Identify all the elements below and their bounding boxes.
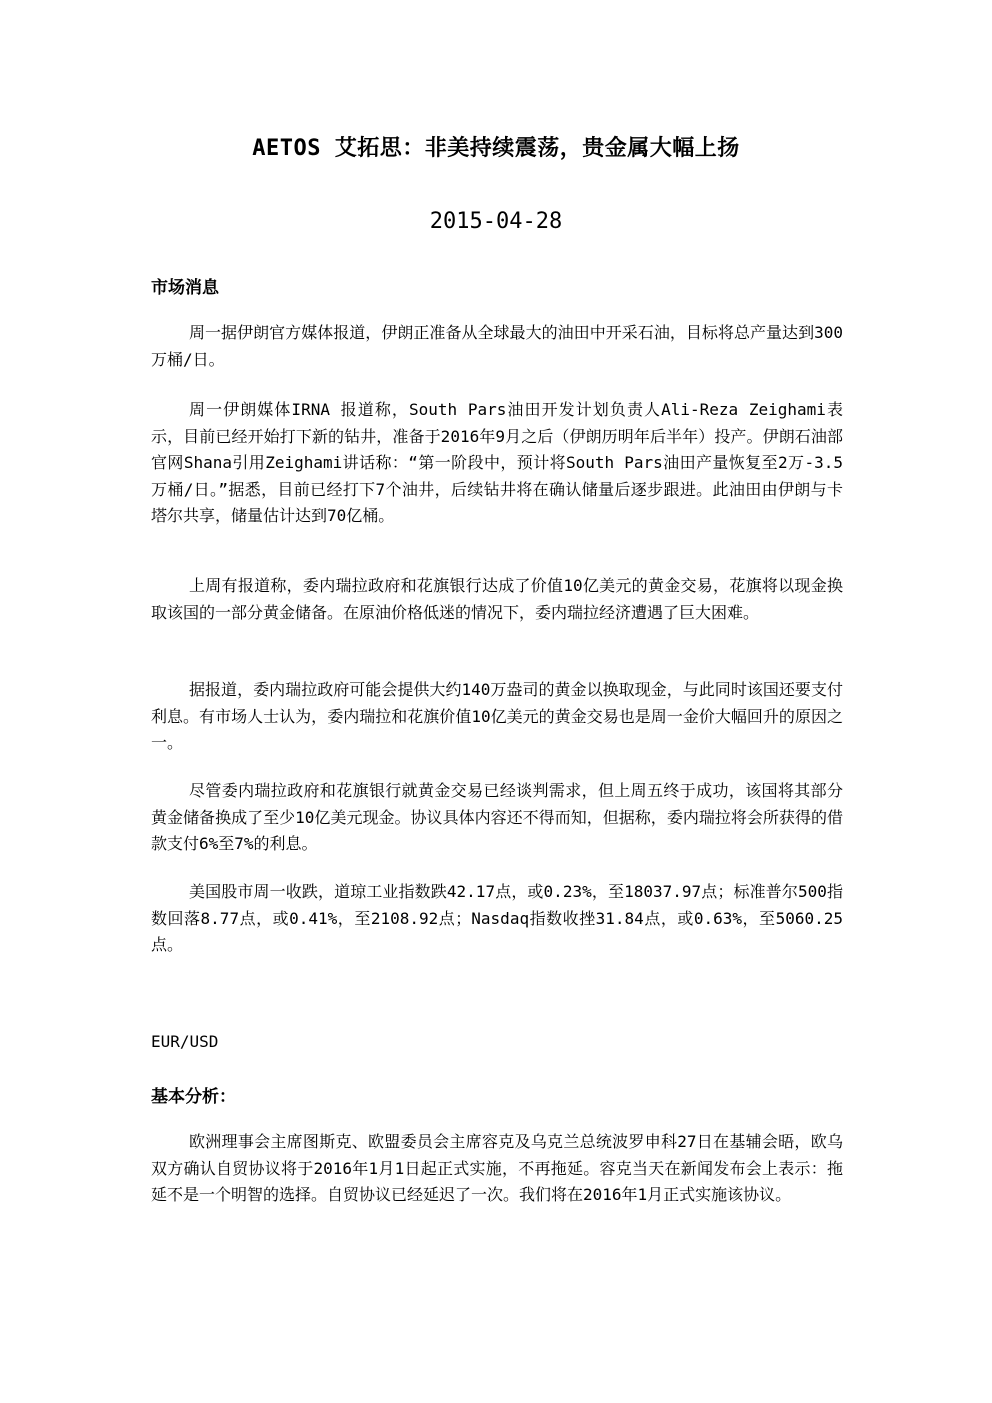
paragraph-4: 据报道，委内瑞拉政府可能会提供大约140万盎司的黄金以换取现金，与此同时该国还要支付利息。有市场人士认为，委内瑞拉和花旗价值10亿美元的黄金交易也是周一金价大幅回升的原因之一。 [151, 680, 843, 752]
paragraph-fundamental: 欧洲理事会主席图斯克、欧盟委员会主席容克及乌克兰总统波罗申科27日在基辅会晤，欧乌双方确认自贸协议将于2016年1月1日起正式实施，不再拖延。容克当天在新闻发布会上表示：拖延不是一个明智的选择。自贸协议已经延迟了一次。我们将在2016年1月正式实施该协议。 [151, 1132, 843, 1204]
paragraph-3: 上周有报道称，委内瑞拉政府和花旗银行达成了价值10亿美元的黄金交易，花旗将以现金换取该国的一部分黄金储备。在原油价格低迷的情况下，委内瑞拉经济遭遇了巨大困难。 [151, 576, 843, 622]
section-heading-market-news: 市场消息 [151, 278, 219, 298]
document-title: AETOS 艾拓思：非美持续震荡，贵金属大幅上扬 [252, 136, 740, 161]
paragraph-5: 尽管委内瑞拉政府和花旗银行就黄金交易已经谈判需求，但上周五终于成功，该国将其部分黄金储备换成了至少10亿美元现金。协议具体内容还不得而知，但据称，委内瑞拉将会所获得的借款支付6%至7%的利息。 [151, 781, 843, 853]
paragraph-6: 美国股市周一收跌，道琼工业指数跌42.17点，或0.23%，至18037.97点；标准普尔500指数回落8.77点，或0.41%，至2108.92点；Nasdaq指数收挫31.84点，或0.63%，至5060.25点。 [151, 882, 843, 954]
paragraph-1: 周一据伊朗官方媒体报道，伊朗正准备从全球最大的油田中开采石油，目标将总产量达到300万桶/日。 [151, 323, 843, 369]
section-heading-eurusd: EUR/USD [151, 1032, 219, 1051]
document-date: 2015-04-28 [429, 209, 563, 234]
paragraph-2: 周一伊朗媒体IRNA 报道称，South Pars油田开发计划负责人Ali-Reza Zeighami表示，目前已经开始打下新的钻井，准备于2016年9月之后（伊朗历明年后半年）投产。伊朗石油部官网Shana引用Zeighami讲话称：“第一阶段中，预计将South Pars油田产量恢复至2万-3.5万桶/日。”据悉，目前已经打下7个油井，后续钻井将在确认储量后逐步跟进。此油田由伊朗与卡塔尔共享，储量估计达到70亿桶。 [151, 400, 843, 525]
section-heading-fundamental: 基本分析： [151, 1087, 236, 1107]
